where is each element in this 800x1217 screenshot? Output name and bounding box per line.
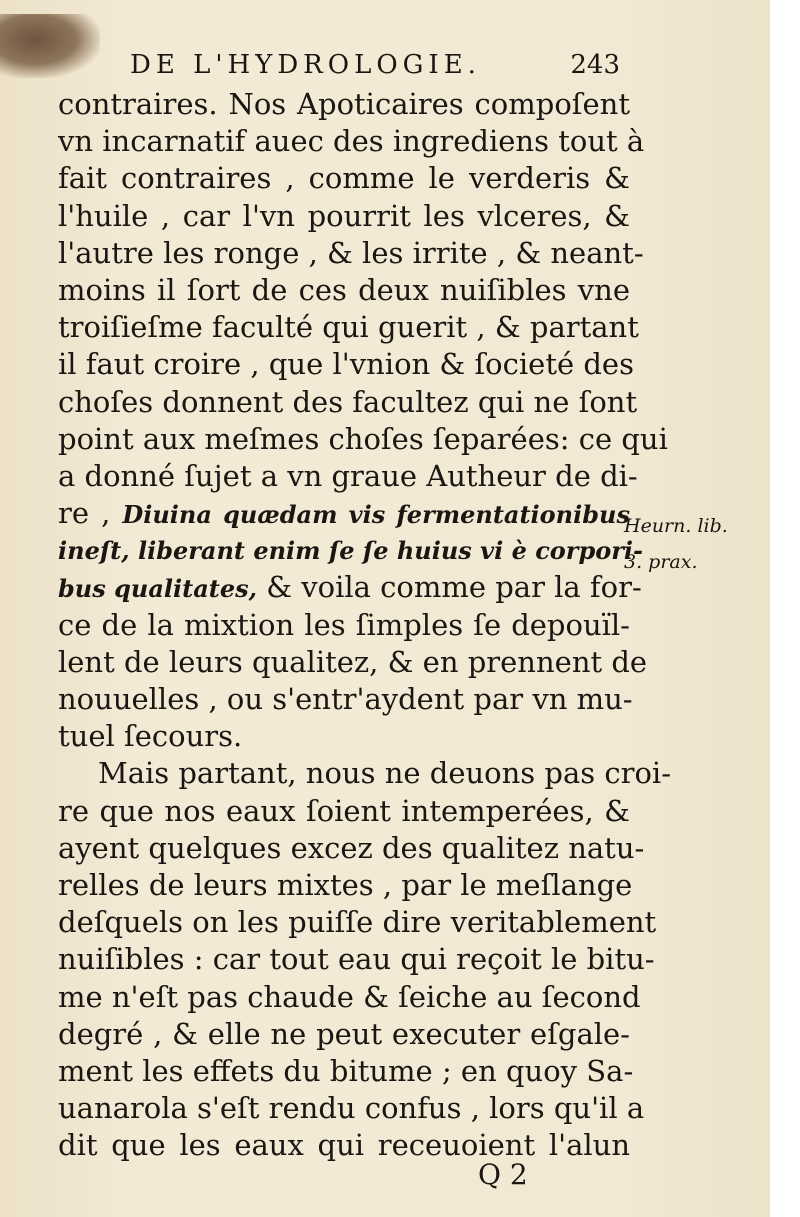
text-line: me n'eſt pas chaude & ſeiche au ſecond <box>58 979 641 1014</box>
text-line: tuel ſecours. <box>58 719 243 754</box>
text-line: point aux meſmes choſes ſeparées: ce qui <box>58 421 668 456</box>
text-line: re que nos eaux ſoient intemperées, & <box>58 793 630 828</box>
text-line: dit que les eaux qui receuoient l'alun <box>58 1128 630 1163</box>
latin-quote-segment: Diuina quædam vis fermentationibus <box>122 500 630 530</box>
text-line: vn incarnatif auec des ingrediens tout à <box>58 124 645 159</box>
text-line: choſes donnent des facultez qui ne ſont <box>58 384 638 419</box>
text-line-mixed <box>58 569 642 606</box>
text-line: a donné ſujet a vn graue Autheur de di- <box>58 458 638 493</box>
marginal-note <box>624 508 764 580</box>
plain-segment: & voila comme par la for- <box>256 570 642 605</box>
text-line-mixed <box>58 495 630 532</box>
text-line: ayent quelques excez des qualitez natu- <box>58 830 645 865</box>
text-line: lent de leurs qualitez, & en prennent de <box>58 644 648 679</box>
latin-quote-line: ineſt, liberant enim ſe ſe huius vi è corpori- <box>58 536 643 566</box>
plain-segment: re , <box>58 496 123 531</box>
text-line: moins il ſort de ces deux nuiſibles vne <box>58 272 630 307</box>
text-line: uanarola s'eſt rendu confus , lors qu'il a <box>58 1091 645 1126</box>
text-line: nouuelles , ou s'entr'aydent par vn mu- <box>58 682 633 716</box>
text-line: fait contraires , comme le verderis & <box>58 161 630 196</box>
corner-stain <box>0 14 100 78</box>
marginal-note-line: 3. prax. <box>624 551 698 573</box>
page-number: 243 <box>570 50 620 80</box>
signature-mark: Q 2 <box>478 1158 528 1191</box>
text-line: nuiſibles : car tout eau qui reçoit le bitu- <box>58 942 655 977</box>
text-line: deſquels on les puiſſe dire veritablement <box>58 905 657 940</box>
text-line: contraires. Nos Apoticaires compoſent <box>58 87 630 121</box>
text-line: degré , & elle ne peut executer eſgale- <box>58 1016 630 1051</box>
text-line: il faut croire , que l'vnion & ſocieté des <box>58 347 634 382</box>
text-line: l'huile , car l'vn pourrit les vlceres, & <box>58 198 630 233</box>
text-line: ce de la mixtion les ſimples ſe depouïl- <box>58 607 630 642</box>
running-head: DE L'HYDROLOGIE. <box>130 50 481 80</box>
text-line: l'autre les ronge , & les irrite , & neant- <box>58 235 644 270</box>
text-line: troiſieſme faculté qui guerit , & partant <box>58 310 639 345</box>
page-header <box>130 50 620 90</box>
marginal-note-line: Heurn. lib. <box>624 515 728 537</box>
text-line: ment les effets du bitume ; en quoy Sa- <box>58 1053 634 1088</box>
paragraph-start-line: Mais partant, nous ne deuons pas croi- <box>98 756 671 791</box>
text-line: relles de leurs mixtes , par le meſlange <box>58 867 633 902</box>
latin-quote-segment: bus qualitates, <box>58 574 257 604</box>
